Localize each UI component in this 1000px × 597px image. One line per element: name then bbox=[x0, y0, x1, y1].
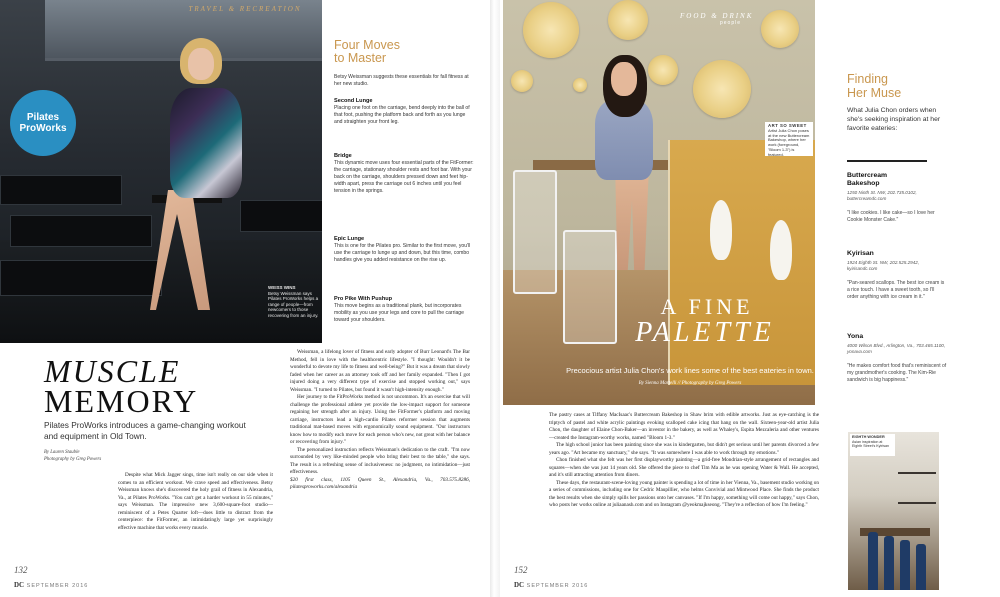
artist-legs bbox=[611, 170, 653, 270]
metal-chair bbox=[513, 170, 557, 294]
sidebar-rule bbox=[847, 160, 927, 162]
decorative-plate bbox=[523, 2, 579, 58]
move-name: Epic Lunge bbox=[334, 236, 365, 242]
move-text: This is one for the Pilates pro. Similar to the first move, you'll use the carriage to lunge up and down, but this time, combo handles give you added resistance on the rise up. bbox=[334, 243, 471, 264]
decorative-plate bbox=[693, 60, 751, 118]
body-paragraph: The personalized instruction reflects Weissman's dedication to the craft. "I'm now surrounded by very like-minded people who bring their best to the table," she says. The result is a refreshing sense of inclusiveness: no judgment, no intimidation—just effectiveness. bbox=[290, 446, 470, 475]
bar-stool bbox=[884, 536, 894, 590]
page-footer: DC SEPTEMBER 2016 bbox=[14, 581, 89, 589]
headline-a-fine: A FINE bbox=[660, 294, 754, 319]
decorative-plate bbox=[511, 70, 533, 92]
move-item bbox=[334, 98, 474, 126]
photo-caption-text: Asian inspiration at Eighth Street's Kyirisan bbox=[852, 439, 890, 449]
fitformer-machine bbox=[10, 215, 152, 247]
callout-title: ART SO SWEET bbox=[768, 123, 807, 128]
move-text: Placing one foot on the carriage, bend deeply into the ball of that foot, pushing the platform back and forth as you lunge and straighten your front leg. bbox=[334, 105, 470, 126]
body-paragraph: Despite what Mick Jagger sings, time isn't really on our side when it comes to an efficient workout. We crave speed and effectiveness. Betsy Weissman knows she's discovered the holy grail of fitness in Alexandria, Va., at Pilates ProWorks. "You can't get a harder workout in 55 minutes," says Weissman. The impressive new 3,600-square-foot studio—reminiscent of a Petes Quarter loft—does little to distract from the centerpiece: the FitFormer, an intimidatingly large yet surprisingly effective machine that works every muscle. bbox=[118, 472, 273, 531]
left-page bbox=[0, 0, 490, 597]
move-item bbox=[334, 236, 474, 264]
page-number: 132 bbox=[14, 565, 28, 575]
eatery-address: 1924 Eighth St. NW, 202.525.2942, kyirisandc.com bbox=[847, 260, 920, 271]
page-number: 152 bbox=[514, 565, 528, 575]
eatery-quote: "Pan-seared scallops. The best ice cream is a rice touch. I have a sweet tooth, so I'll order anything with ice cream in it." bbox=[847, 280, 945, 300]
sidebar-intro: Betsy Weissman suggests these essentials for fall fitness at her new studio. bbox=[334, 74, 469, 88]
headline-muscle: MUSCLE bbox=[44, 353, 181, 389]
byline: By Sienna Martelli // Photography by Greg Powers bbox=[638, 381, 742, 386]
decorative-plate bbox=[573, 78, 587, 92]
sidebar-title: Finding Her Muse bbox=[847, 72, 902, 100]
photo-caption-title: EIGHTH WONDER bbox=[852, 435, 885, 439]
move-text: This dynamic move uses four essential parts of the FitFormer: the carriage, stationary shoulder rests and foot bar. With your back on the carriage, shoulders pressed down and feet hip-width apart, press the carriage out 6 inches until you feel tension in the springs. bbox=[334, 160, 474, 195]
move-item bbox=[334, 296, 474, 324]
move-name: Bridge bbox=[334, 153, 352, 159]
body-column-1 bbox=[118, 472, 273, 532]
body-paragraph: Weissman, a lifelong lover of fitness and early adopter of Burr Leonard's The Bar Method, fell in love with the healthcentric lifestyle. "I thought: Wouldn't it be wonderful to devote my life to fitness and well-being?" But it was a dream that slowly faded when her career as an attorney took off and her family expanded. "Then I got injured doing a very different type of exercise and stopped working out," says Weissman. "I turned to Pilates, but found it wasn't high-intensity enough." bbox=[290, 349, 470, 393]
kyirisan-interior-photo bbox=[848, 432, 939, 590]
body-paragraph: Chon finished what she felt was her first displayworthy painting—a grid-free Mondrian-style arrangement of rectangles and squares—when she was just 14 years old. She offered the piece to chef Tim Ma as he was opening Water & Wall. He accepted, and it's still attracting attention from diners. bbox=[549, 457, 819, 478]
bar-stool bbox=[868, 532, 878, 590]
photo-caption-title: WEISS WINS bbox=[268, 285, 296, 290]
photo-caption bbox=[850, 434, 895, 456]
running-head: TRAVEL & RECREATION bbox=[188, 5, 302, 13]
article-dek: Pilates ProWorks introduces a game-changing workout and equipment in Old Town. bbox=[44, 420, 246, 441]
crane bbox=[770, 220, 792, 280]
move-item bbox=[334, 153, 474, 196]
eatery-address: 1250 Ninth St. NW, 202.735.0102, buttercreamdc.com bbox=[847, 190, 917, 201]
eatery-item bbox=[847, 333, 947, 384]
page-footer: DC SEPTEMBER 2016 bbox=[514, 581, 589, 589]
shelf bbox=[898, 502, 936, 504]
bar-stool bbox=[916, 544, 926, 590]
running-head: FOOD & DRINK people bbox=[680, 12, 754, 26]
body-paragraph: These days, the restaurant-scene-loving young painter is spending a lot of time in her Vienna, Va., basement studio working on a series of commissions, including one for Cedric Maupillier, who helms Convivial and Mintwood Place. She finds the product the best results when she simply spills her passions onto her canvases. "If I'm happy, something will come out happy," says Chon, who posts her works online at juliaanash.com and on Instagram @yeokmajkseong. "They're a reflection of how I'm feeling." bbox=[549, 479, 819, 508]
eatery-item bbox=[847, 172, 947, 224]
eatery-name: Buttercream Bakeshop bbox=[847, 172, 888, 187]
article-dek: Precocious artist Julia Chon's work lines some of the best eateries in town. bbox=[566, 366, 814, 375]
right-page bbox=[500, 0, 1000, 597]
crane bbox=[710, 200, 732, 260]
spine-gutter bbox=[490, 0, 500, 597]
move-name: Second Lunge bbox=[334, 98, 373, 104]
fitformer-machine bbox=[240, 200, 322, 232]
body-paragraph: The pastry cases at Tiffany MacIsaac's Buttercream Bakeshop in Shaw brim with edible artworks. Just as eye-catching is the triptych of pastel and white acrylic paintings evoking scalloped cake icing that hang on the wall. Sixteen-year-old artist Julia Chon, the daughter of Elaine Chon-Baker—an investor in the bakery, as well as Whaley's, Espita Mezcaleria and other ventures—created the Instagram-worthy works, named "Bloom 1-3." bbox=[549, 412, 819, 441]
shelf bbox=[898, 472, 936, 474]
eatery-item bbox=[847, 250, 947, 301]
sidebar-intro: What Julia Chon orders when she's seeking inspiration at her favorite eateries: bbox=[847, 107, 941, 132]
eatery-quote: "I like cookies. I like cake—so I love her Cookie Monster Cake." bbox=[847, 210, 935, 223]
woman-face bbox=[188, 48, 214, 80]
pilates-proworks-logo: Pilates ProWorks bbox=[10, 90, 76, 156]
studio-info: $20 first class, 1105 Queen St., Alexandria, Va., 703.575.8286, pilatesproworks.com/alexandria bbox=[290, 476, 470, 490]
body-paragraph: The high school junior has been painting since she was in kindergarten, but didn't get serious until her parents divorced a few years ago. "Art became my sanctuary," she says. "It was somewhere I was able to work through my emotions." bbox=[549, 442, 819, 456]
photo-caption-text: Betsy Weissman says Pilates ProWorks helps a range of people—from newcomers to those recovering from an injury. bbox=[268, 290, 319, 318]
body-text bbox=[549, 412, 819, 510]
fitformer-machine bbox=[0, 260, 162, 296]
pilates-studio-photo bbox=[0, 0, 322, 343]
bar-stool bbox=[900, 540, 910, 590]
callout-text: Artist Julia Chon poses at the new Buttercream Bakeshop, where her work (foreground, "Bloom 1-3") is featured. bbox=[768, 127, 810, 157]
fitformer-machine bbox=[0, 175, 122, 205]
body-paragraph: Her journey to the FitProWorks method is not uncommon. It's an exercise that will challenge the professional athlete yet provide the low-impact support for someone regaining her strength after an injury. Using the FitFormer's platform and moving carriage, instructors lead a high-cardio Pilates reformer session that augments traditional mat-based moves with ergonomically sound equipment. "Our instructors know how to modify each move for each person who's new, not great with her balance or recovering from injury." bbox=[290, 394, 470, 445]
eatery-name: Yona bbox=[847, 333, 864, 340]
eatery-address: 4000 Wilson Blvd., Arlington, Va., 703.465.1100, yonava.com bbox=[847, 343, 946, 354]
move-name: Pro Pike With Pushup bbox=[334, 296, 393, 302]
eatery-quote: "He makes comfort food that's reminiscent of my grandmother's cooking. The Kim-Rie sandwich is big happiness." bbox=[847, 363, 947, 383]
eatery-name: Kyirisan bbox=[847, 250, 874, 257]
photo-caption bbox=[268, 285, 320, 318]
sidebar-title: Four Moves to Master bbox=[334, 38, 400, 65]
headline-palette: PALETTE bbox=[635, 317, 775, 348]
byline: By Lauren Stauble Photography by Greg Powers bbox=[44, 450, 102, 462]
move-text: This move begins as a traditional plank, but incorporates mobility as you use your legs and core to pull the carriage toward your shoulders. bbox=[334, 303, 464, 324]
headline-memory: MEMORY bbox=[44, 383, 199, 419]
crane-painting bbox=[668, 140, 815, 385]
artist-face bbox=[611, 62, 637, 96]
decorative-plate bbox=[608, 0, 648, 40]
decorative-plate bbox=[648, 55, 678, 85]
art-callout bbox=[765, 122, 813, 156]
body-column-2 bbox=[290, 349, 470, 492]
woman-dress bbox=[170, 88, 242, 198]
